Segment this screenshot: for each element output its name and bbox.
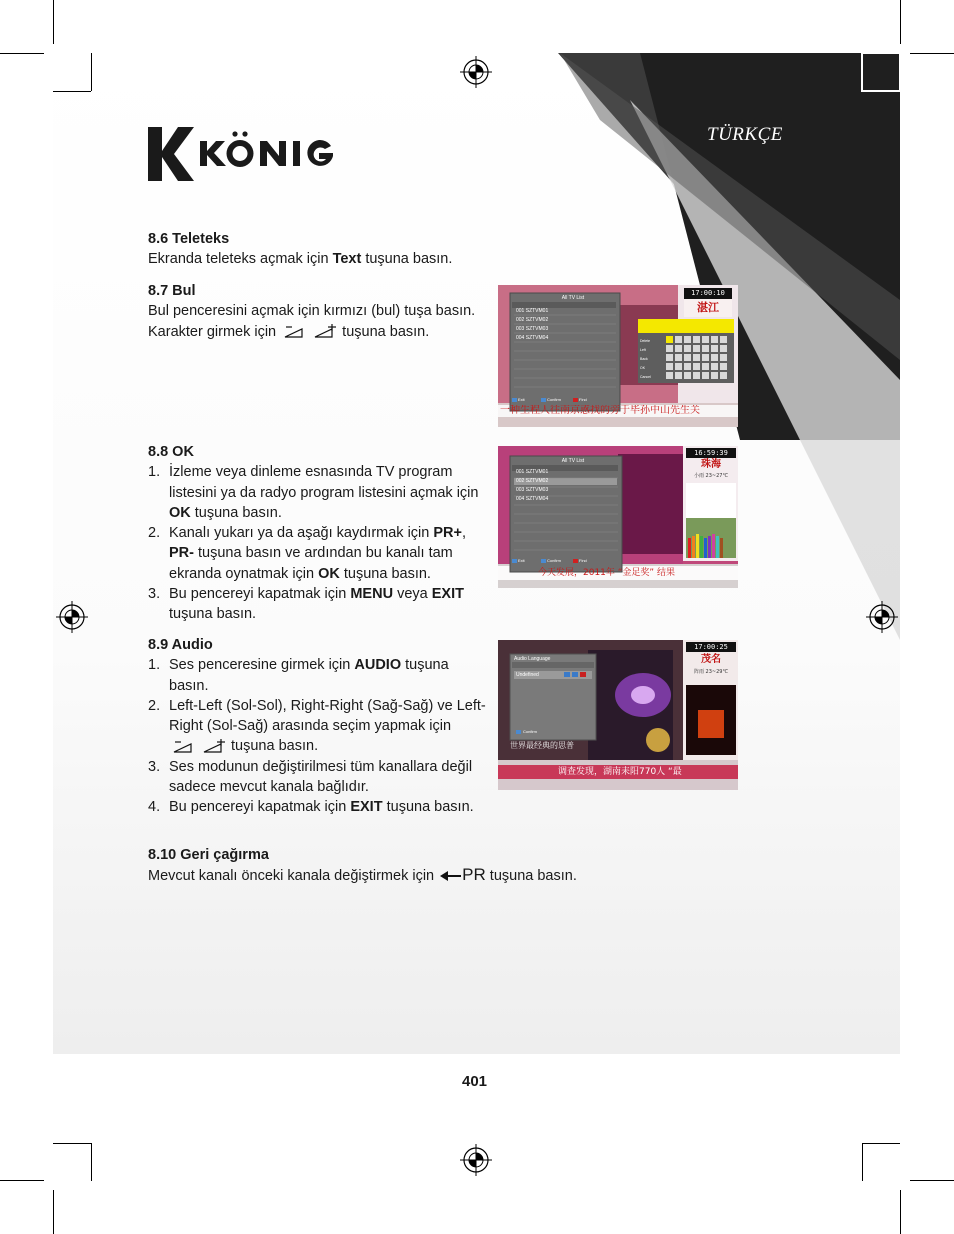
- find-screenshot: [498, 285, 738, 427]
- footer-button: Confirm: [547, 397, 562, 402]
- channel-item: 001 SZTVM01: [516, 469, 549, 475]
- keyboard-label: OK: [640, 366, 646, 370]
- key-text: Text: [332, 251, 362, 268]
- text: İzleme veya dinleme esnasında TV program listesini ya da radyo program listesini açmak için: [169, 464, 479, 501]
- registration-mark-icon: [460, 1144, 492, 1176]
- section-heading: 8.10 Geri çağırma: [148, 847, 269, 863]
- text: Left-Left (Sol-Sol), Right-Right (Sağ-Sağ) ve Left-Right (Sol-Sağ) arasında seçim yapmak için: [169, 697, 486, 735]
- text: tuşuna basın.: [169, 657, 449, 694]
- channel-item: 003 SZTVM03: [516, 326, 549, 332]
- section-heading: 8.7 Bul: [148, 283, 196, 299]
- text: veya: [393, 586, 432, 603]
- channel-item: 002 SZTVM02: [516, 478, 549, 484]
- list-item: [148, 655, 488, 696]
- text: Ses penceresine girmek için: [169, 657, 355, 674]
- keyboard-label: Back: [640, 357, 648, 361]
- news-ticker: 今天发展，2011年 “金足奖” 结果: [538, 568, 675, 578]
- list-number: 4.: [148, 799, 161, 816]
- key-text: EXIT: [431, 586, 464, 603]
- section-heading: 8.9 Audio: [148, 637, 213, 653]
- menu-title: Audio Language: [514, 656, 551, 662]
- text: tuşuna basın.: [339, 565, 431, 582]
- steps-list: [148, 462, 488, 624]
- section-find: [148, 281, 478, 342]
- text: tuşuna basın.: [227, 738, 319, 755]
- channel-list: [516, 307, 548, 343]
- text: Bu pencereyi kapatmak için: [169, 799, 351, 816]
- section-recall: [148, 845, 668, 887]
- footer-button: Confirm: [547, 558, 562, 563]
- section-heading: 8.6 Teleteks: [148, 231, 230, 247]
- city: 珠海: [701, 459, 721, 470]
- footer-button: Exit: [518, 397, 525, 402]
- section-ok: [148, 442, 488, 625]
- list-number: 1.: [148, 464, 161, 481]
- text: ,: [461, 525, 467, 542]
- clock: 16:59:39: [694, 449, 728, 457]
- keyboard-keys: [666, 336, 727, 379]
- channel-item: 004 SZTVM04: [516, 496, 549, 502]
- text: Ses modunun değiştirilmesi tüm kanallara değil sadece mevcut kanala bağlıdır.: [169, 758, 473, 796]
- city: 茂名: [701, 654, 721, 665]
- channel-item: 002 SZTVM02: [516, 317, 549, 323]
- news-ticker: 调查发现，湖南耒阳770人 “最: [558, 767, 682, 777]
- audio-screenshot: [498, 640, 738, 790]
- list-item: [148, 462, 488, 523]
- text: tuşuna basın.: [169, 606, 257, 623]
- section-audio: [148, 635, 488, 818]
- text: Karakter girmek için: [148, 323, 277, 340]
- registration-mark-icon: [460, 56, 492, 88]
- text: tuşuna basın.: [190, 504, 282, 521]
- audio-option: Undefined: [516, 672, 539, 678]
- list-number: 1.: [148, 657, 161, 674]
- channel-list: [516, 468, 548, 504]
- key-text: PR+: [433, 525, 462, 542]
- channel-item: 004 SZTVM04: [516, 335, 549, 341]
- clock: 17:00:25: [694, 643, 728, 651]
- back-arrow-icon: [438, 870, 462, 882]
- text: tuşuna basın.: [361, 251, 453, 268]
- language-label: TÜRKÇE: [707, 124, 783, 145]
- list-number: 3.: [148, 586, 161, 603]
- paragraph: [148, 865, 668, 886]
- clock: 17:00:10: [691, 289, 725, 297]
- text: tuşuna basın.: [382, 799, 474, 816]
- menu-title: All TV List: [561, 295, 585, 301]
- menu-title: All TV List: [561, 458, 585, 464]
- footer-button: Find: [579, 558, 587, 563]
- text: tuşuna basın.: [338, 323, 430, 340]
- paragraph: Bul penceresini açmak için kırmızı (bul) tuşa basın.: [148, 303, 476, 320]
- page-number: 401: [462, 1073, 488, 1090]
- section-heading: 8.8 OK: [148, 444, 194, 460]
- volume-buttons-icon: [280, 324, 338, 340]
- news-ticker: 一种生程人往南京惑找的旁于毕孙中山先生关: [500, 405, 700, 416]
- text: tuşuna basın.: [485, 868, 577, 885]
- paragraph: [148, 249, 488, 269]
- logo-wordmark: [200, 131, 333, 167]
- key-text: OK: [318, 565, 340, 582]
- key-text: MENU: [350, 586, 394, 603]
- registration-mark-icon: [56, 601, 88, 633]
- konig-logo: [148, 127, 353, 186]
- weather: 阵雨 23~29℃: [693, 669, 729, 675]
- text: Ekranda teleteks açmak için: [148, 251, 333, 268]
- footer-button: Confirm: [523, 729, 538, 734]
- keyboard-label: Left: [640, 348, 646, 352]
- weather: 小雨 23~27℃: [693, 473, 729, 479]
- key-text: AUDIO: [354, 657, 402, 674]
- ok-screenshot: [498, 446, 738, 588]
- footer-button: Find: [579, 397, 587, 402]
- keyboard-side-labels: [640, 337, 651, 382]
- keyboard-label: Cancel: [640, 375, 651, 379]
- key-text: OK: [169, 504, 191, 521]
- channel-item: 003 SZTVM03: [516, 487, 549, 493]
- list-item: [148, 757, 488, 798]
- text: tuşuna basın ve ardından bu kanalı tam ekranda oynatmak için: [169, 545, 453, 582]
- footer-button: Exit: [518, 558, 525, 563]
- list-number: 2.: [148, 525, 161, 542]
- volume-buttons-icon: [169, 739, 227, 755]
- key-text: EXIT: [350, 799, 383, 816]
- channel-item: 001 SZTVM01: [516, 308, 549, 314]
- registration-mark-icon: [866, 601, 898, 633]
- steps-list: [148, 655, 488, 817]
- list-item: [148, 584, 488, 625]
- list-item: [148, 797, 488, 817]
- list-item: [148, 696, 488, 757]
- text: Kanalı yukarı ya da aşağı kaydırmak için: [169, 525, 434, 542]
- video-overlay-text: 世界最经典的思普: [510, 741, 574, 750]
- section-teletext: [148, 229, 488, 270]
- text: Bu pencereyi kapatmak için: [169, 586, 351, 603]
- pr-key-label: PR: [462, 865, 486, 885]
- paragraph: [148, 322, 478, 342]
- list-number: 2.: [148, 697, 161, 714]
- city: 湛江: [697, 301, 719, 314]
- keyboard-label: Delete: [640, 339, 651, 343]
- list-number: 3.: [148, 758, 161, 775]
- text: Mevcut kanalı önceki kanala değiştirmek için: [148, 868, 435, 885]
- key-text: PR-: [169, 545, 194, 562]
- list-item: [148, 523, 488, 584]
